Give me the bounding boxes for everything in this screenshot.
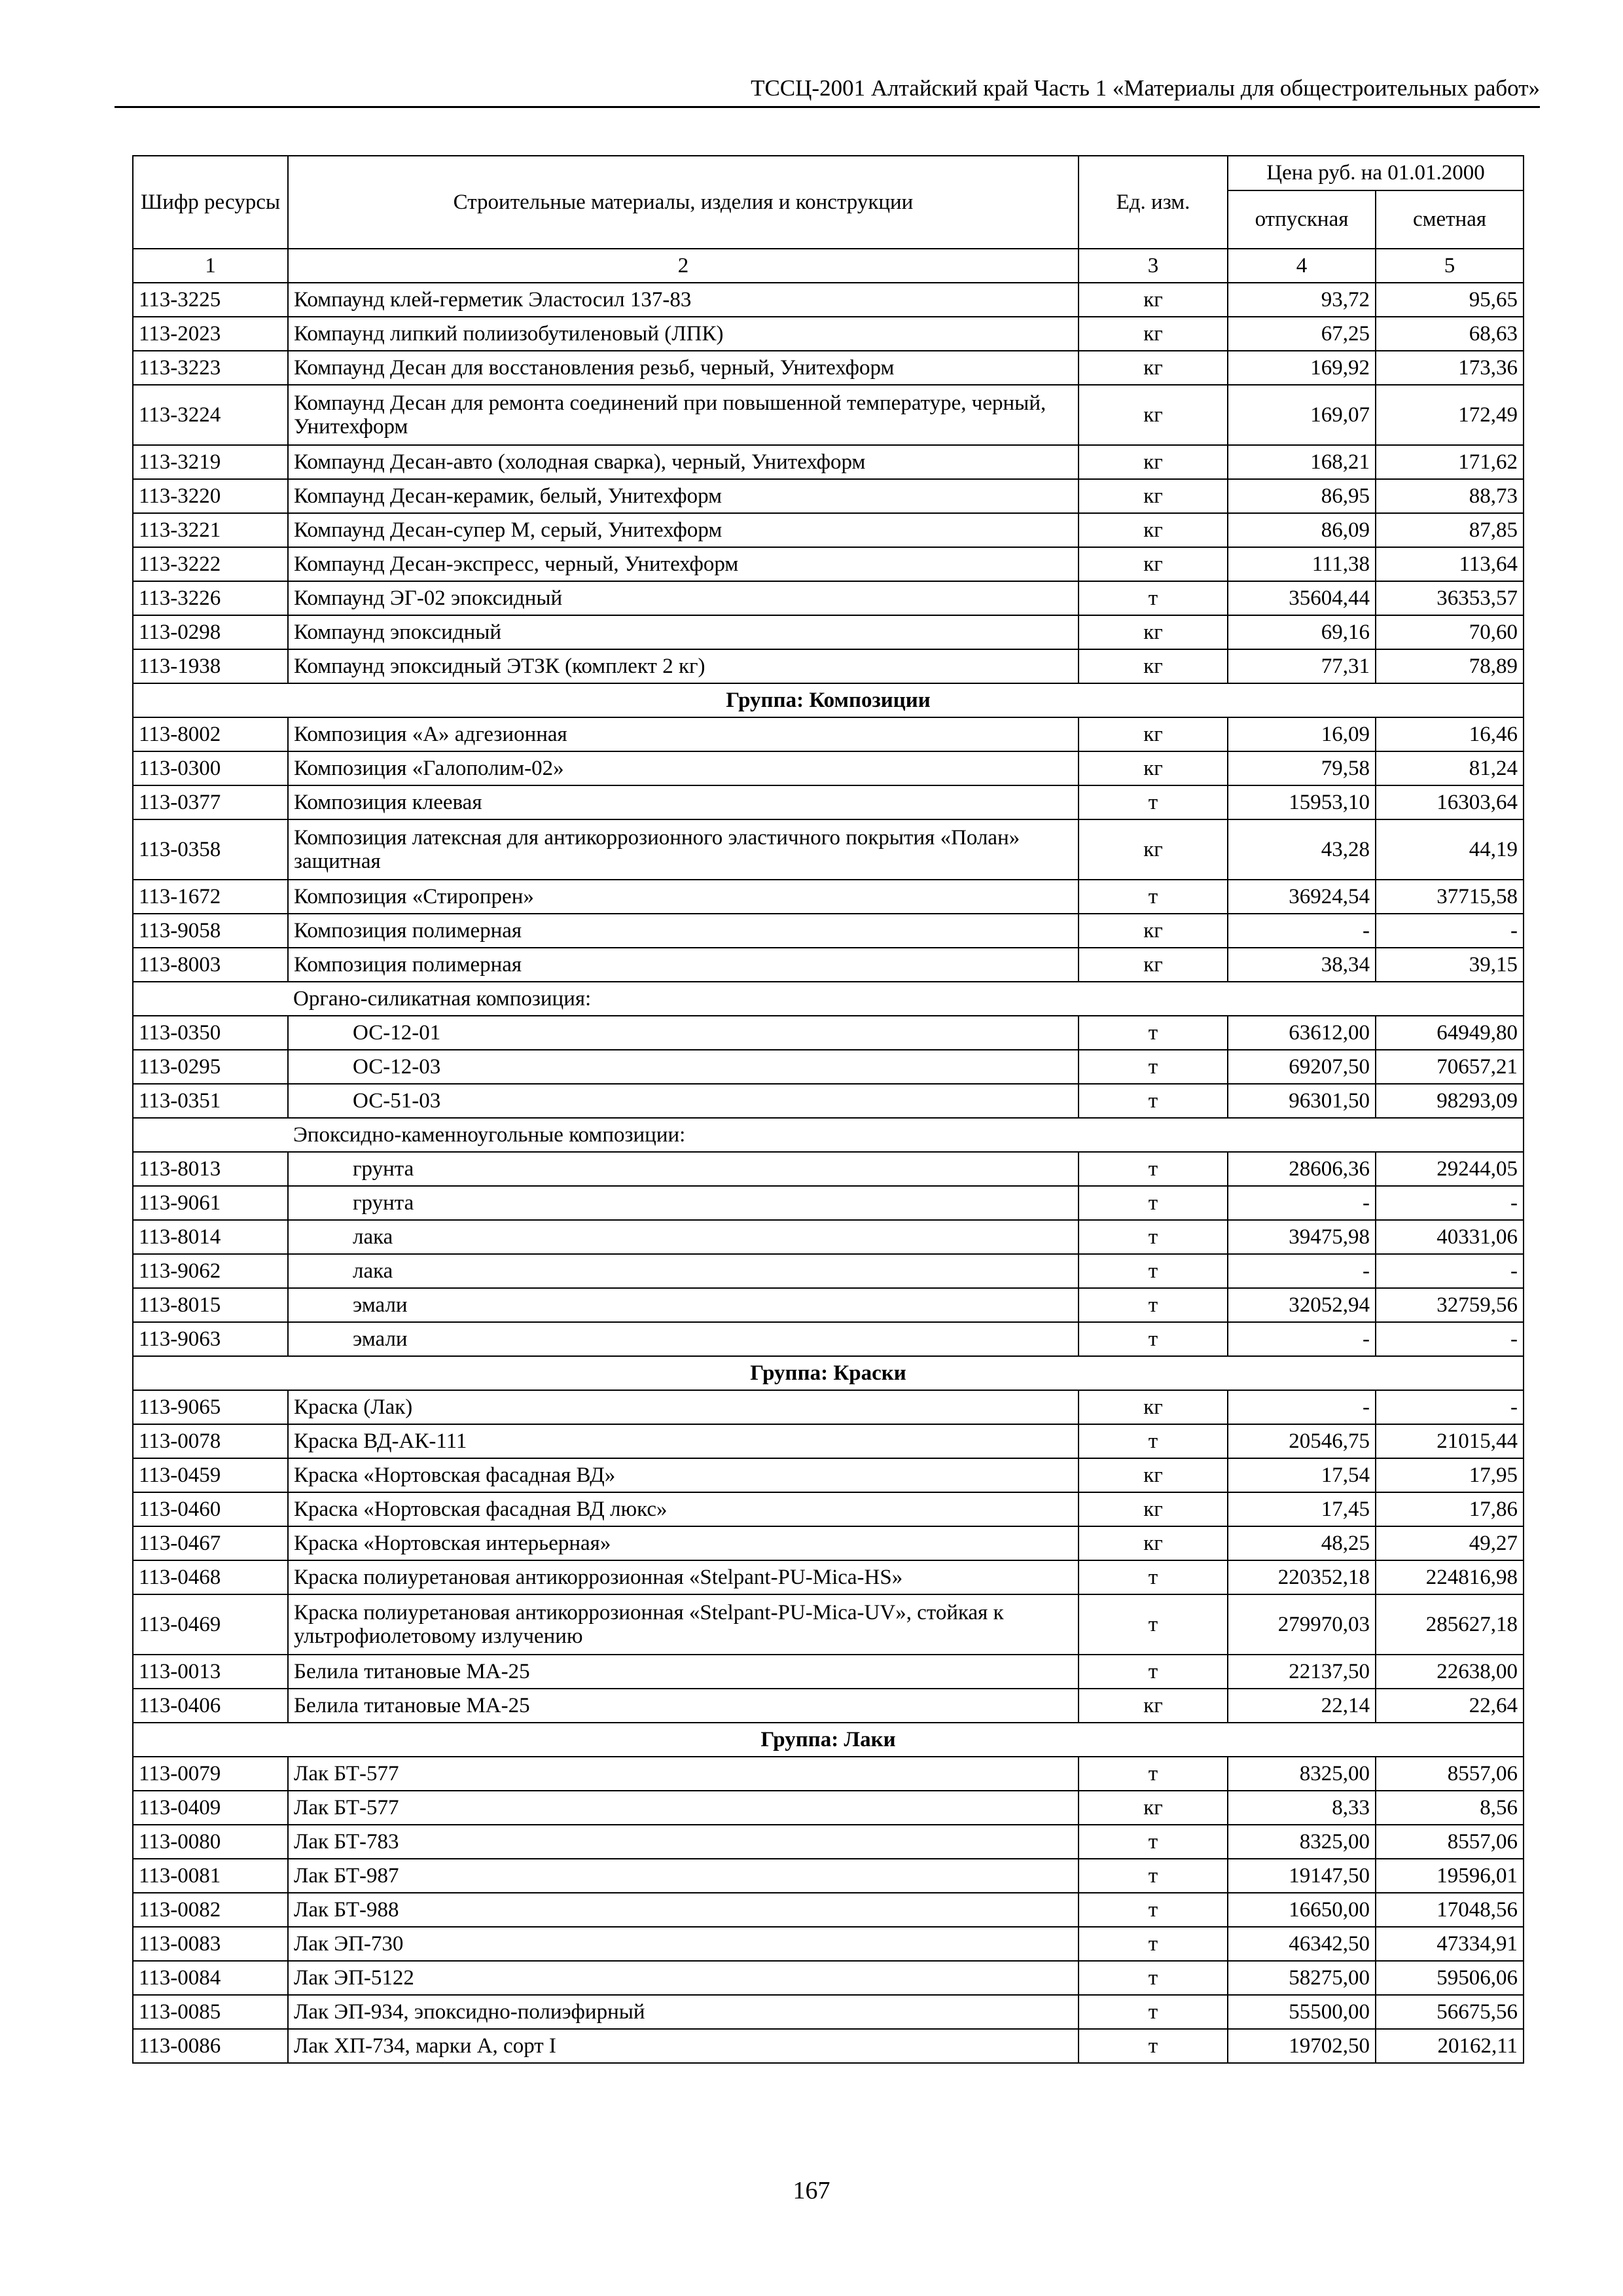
estimate-price: 17048,56 <box>1376 1893 1524 1927</box>
col-header-code: Шифр ресурсы <box>133 156 288 249</box>
unit: кг <box>1079 351 1228 385</box>
resource-code: 113-3221 <box>133 513 288 547</box>
table-row <box>133 948 1524 982</box>
unit: т <box>1079 1893 1228 1927</box>
material-name: Компаунд липкий полиизобутиленовый (ЛПК) <box>288 317 1079 351</box>
table-row <box>133 751 1524 785</box>
resource-code: 113-0409 <box>133 1791 288 1825</box>
resource-code: 113-9065 <box>133 1390 288 1424</box>
estimate-price: 87,85 <box>1376 513 1524 547</box>
release-price: 86,95 <box>1228 479 1376 513</box>
resource-code: 113-3219 <box>133 445 288 479</box>
estimate-price: 16303,64 <box>1376 785 1524 819</box>
release-price: 8,33 <box>1228 1791 1376 1825</box>
release-price: 220352,18 <box>1228 1560 1376 1594</box>
material-name: Компаунд ЭГ-02 эпоксидный <box>288 581 1079 615</box>
table-row <box>133 1655 1524 1689</box>
material-name: Композиция полимерная <box>288 914 1079 948</box>
release-price: - <box>1228 914 1376 948</box>
release-price: 22,14 <box>1228 1689 1376 1723</box>
unit: т <box>1079 2029 1228 2063</box>
group-row <box>133 1723 1524 1757</box>
group-row <box>133 1356 1524 1390</box>
table-row <box>133 445 1524 479</box>
release-price: 35604,44 <box>1228 581 1376 615</box>
estimate-price: 20162,11 <box>1376 2029 1524 2063</box>
table-row <box>133 479 1524 513</box>
unit: т <box>1079 1927 1228 1961</box>
estimate-price: - <box>1376 1322 1524 1356</box>
unit: кг <box>1079 1390 1228 1424</box>
unit: кг <box>1079 1492 1228 1526</box>
resource-code: 113-0079 <box>133 1757 288 1791</box>
unit: т <box>1079 1288 1228 1322</box>
table-row <box>133 1424 1524 1458</box>
estimate-price: 47334,91 <box>1376 1927 1524 1961</box>
unit: т <box>1079 1322 1228 1356</box>
unit: т <box>1079 1220 1228 1254</box>
material-name: грунта <box>288 1152 1079 1186</box>
table-row <box>133 317 1524 351</box>
release-price: 79,58 <box>1228 751 1376 785</box>
unit: кг <box>1079 479 1228 513</box>
resource-code: 113-9061 <box>133 1186 288 1220</box>
table-row <box>133 1526 1524 1560</box>
material-name: Лак ХП-734, марки А, сорт I <box>288 2029 1079 2063</box>
table-row <box>133 581 1524 615</box>
unit: кг <box>1079 751 1228 785</box>
col-header-estimate-price: сметная <box>1376 190 1524 249</box>
estimate-price: 17,86 <box>1376 1492 1524 1526</box>
material-name: Краска «Нортовская фасадная ВД» <box>288 1458 1079 1492</box>
table-header-row <box>133 156 1524 190</box>
col-header-release-price: отпускная <box>1228 190 1376 249</box>
table-row <box>133 1995 1524 2029</box>
material-name: Композиция «Стиропрен» <box>288 880 1079 914</box>
table-row <box>133 1288 1524 1322</box>
resource-code: 113-9058 <box>133 914 288 948</box>
table-row <box>133 785 1524 819</box>
resource-code: 113-9062 <box>133 1254 288 1288</box>
unit: кг <box>1079 649 1228 683</box>
material-name: Композиция полимерная <box>288 948 1079 982</box>
unit: т <box>1079 1995 1228 2029</box>
resource-code: 113-9063 <box>133 1322 288 1356</box>
resource-code: 113-3223 <box>133 351 288 385</box>
unit: т <box>1079 1016 1228 1050</box>
resource-code: 113-0013 <box>133 1655 288 1689</box>
estimate-price: 19596,01 <box>1376 1859 1524 1893</box>
release-price: 39475,98 <box>1228 1220 1376 1254</box>
estimate-price: 70,60 <box>1376 615 1524 649</box>
table-row <box>133 351 1524 385</box>
table-row <box>133 1893 1524 1927</box>
estimate-price: - <box>1376 914 1524 948</box>
materials-price-table <box>132 155 1524 2064</box>
material-name: Лак БТ-783 <box>288 1825 1079 1859</box>
release-price: 28606,36 <box>1228 1152 1376 1186</box>
estimate-price: - <box>1376 1254 1524 1288</box>
table-row <box>133 880 1524 914</box>
table-row <box>133 819 1524 880</box>
material-name: Компаунд клей-герметик Эластосил 137-83 <box>288 283 1079 317</box>
table-row <box>133 1016 1524 1050</box>
material-name: лака <box>288 1220 1079 1254</box>
unit: т <box>1079 581 1228 615</box>
material-name: Композиция «Галополим-02» <box>288 751 1079 785</box>
estimate-price: 36353,57 <box>1376 581 1524 615</box>
material-name: Лак БТ-988 <box>288 1893 1079 1927</box>
release-price: - <box>1228 1186 1376 1220</box>
table-row <box>133 1254 1524 1288</box>
table-row <box>133 1084 1524 1118</box>
release-price: 20546,75 <box>1228 1424 1376 1458</box>
unit: кг <box>1079 948 1228 982</box>
material-name: Лак БТ-577 <box>288 1791 1079 1825</box>
estimate-price: 8,56 <box>1376 1791 1524 1825</box>
unit: кг <box>1079 819 1228 880</box>
release-price: 168,21 <box>1228 445 1376 479</box>
col-number: 4 <box>1228 249 1376 283</box>
estimate-price: 8557,06 <box>1376 1757 1524 1791</box>
resource-code: 113-0298 <box>133 615 288 649</box>
material-name: Компаунд эпоксидный <box>288 615 1079 649</box>
unit: т <box>1079 1186 1228 1220</box>
unit: кг <box>1079 283 1228 317</box>
resource-code: 113-0350 <box>133 1016 288 1050</box>
subgroup-row <box>133 982 1524 1016</box>
unit: кг <box>1079 717 1228 751</box>
material-name: Лак БТ-577 <box>288 1757 1079 1791</box>
resource-code: 113-0080 <box>133 1825 288 1859</box>
estimate-price: 285627,18 <box>1376 1594 1524 1655</box>
table-row <box>133 1791 1524 1825</box>
release-price: 22137,50 <box>1228 1655 1376 1689</box>
unit: кг <box>1079 513 1228 547</box>
unit: т <box>1079 1825 1228 1859</box>
estimate-price: 78,89 <box>1376 649 1524 683</box>
release-price: 48,25 <box>1228 1526 1376 1560</box>
resource-code: 113-0460 <box>133 1492 288 1526</box>
table-row <box>133 1152 1524 1186</box>
estimate-price: 81,24 <box>1376 751 1524 785</box>
release-price: 279970,03 <box>1228 1594 1376 1655</box>
release-price: 19147,50 <box>1228 1859 1376 1893</box>
resource-code: 113-0300 <box>133 751 288 785</box>
material-name: Композиция латексная для антикоррозионного эластичного покрытия «Полан» защитная <box>288 819 1079 880</box>
col-number: 3 <box>1079 249 1228 283</box>
material-name: Компаунд эпоксидный ЭТЗК (комплект 2 кг) <box>288 649 1079 683</box>
unit: т <box>1079 1084 1228 1118</box>
estimate-price: 88,73 <box>1376 479 1524 513</box>
estimate-price: 39,15 <box>1376 948 1524 982</box>
unit: кг <box>1079 317 1228 351</box>
group-row <box>133 683 1524 717</box>
unit: т <box>1079 1050 1228 1084</box>
unit: кг <box>1079 1526 1228 1560</box>
release-price: 63612,00 <box>1228 1016 1376 1050</box>
table-row <box>133 1322 1524 1356</box>
material-name: Компаунд Десан-керамик, белый, Унитехформ <box>288 479 1079 513</box>
material-name: Краска «Нортовская фасадная ВД люкс» <box>288 1492 1079 1526</box>
table-row <box>133 547 1524 581</box>
material-name: эмали <box>288 1322 1079 1356</box>
table-row <box>133 1560 1524 1594</box>
group-title: Группа: Лаки <box>133 1723 1524 1757</box>
estimate-price: 64949,80 <box>1376 1016 1524 1050</box>
estimate-price: 32759,56 <box>1376 1288 1524 1322</box>
subgroup-code-empty <box>133 982 288 1016</box>
release-price: 96301,50 <box>1228 1084 1376 1118</box>
resource-code: 113-8015 <box>133 1288 288 1322</box>
table-row <box>133 1927 1524 1961</box>
table-row <box>133 1050 1524 1084</box>
unit: т <box>1079 880 1228 914</box>
material-name: Белила титановые МА-25 <box>288 1655 1079 1689</box>
table-row <box>133 1492 1524 1526</box>
unit: т <box>1079 785 1228 819</box>
table-row <box>133 914 1524 948</box>
unit: кг <box>1079 1689 1228 1723</box>
material-name: эмали <box>288 1288 1079 1322</box>
material-name: Краска ВД-АК-111 <box>288 1424 1079 1458</box>
table-row <box>133 1458 1524 1492</box>
estimate-price: 172,49 <box>1376 385 1524 445</box>
estimate-price: 17,95 <box>1376 1458 1524 1492</box>
estimate-price: 171,62 <box>1376 445 1524 479</box>
col-header-price: Цена руб. на 01.01.2000 <box>1228 156 1524 190</box>
col-number: 2 <box>288 249 1079 283</box>
unit: кг <box>1079 615 1228 649</box>
group-title: Группа: Композиции <box>133 683 1524 717</box>
release-price: 169,92 <box>1228 351 1376 385</box>
estimate-price: 8557,06 <box>1376 1825 1524 1859</box>
material-name: Композиция клеевая <box>288 785 1079 819</box>
unit: т <box>1079 1757 1228 1791</box>
material-name: ОС-12-03 <box>288 1050 1079 1084</box>
release-price: 8325,00 <box>1228 1825 1376 1859</box>
material-name: Компаунд Десан-экспресс, черный, Унитехформ <box>288 547 1079 581</box>
unit: кг <box>1079 1791 1228 1825</box>
release-price: 17,54 <box>1228 1458 1376 1492</box>
estimate-price: 59506,06 <box>1376 1961 1524 1995</box>
estimate-price: 95,65 <box>1376 283 1524 317</box>
estimate-price: 173,36 <box>1376 351 1524 385</box>
table-row <box>133 1186 1524 1220</box>
resource-code: 113-8002 <box>133 717 288 751</box>
release-price: 36924,54 <box>1228 880 1376 914</box>
release-price: 16,09 <box>1228 717 1376 751</box>
running-header <box>115 73 1540 108</box>
unit: кг <box>1079 1458 1228 1492</box>
material-name: Компаунд Десан-супер М, серый, Унитехформ <box>288 513 1079 547</box>
subgroup-code-empty <box>133 1118 288 1152</box>
estimate-price: 22638,00 <box>1376 1655 1524 1689</box>
col-header-unit: Ед. изм. <box>1079 156 1228 249</box>
release-price: 69207,50 <box>1228 1050 1376 1084</box>
release-price: 86,09 <box>1228 513 1376 547</box>
unit: т <box>1079 1254 1228 1288</box>
release-price: 67,25 <box>1228 317 1376 351</box>
material-name: Компаунд Десан для восстановления резьб, черный, Унитехформ <box>288 351 1079 385</box>
resource-code: 113-1938 <box>133 649 288 683</box>
unit: т <box>1079 1424 1228 1458</box>
subgroup-row <box>133 1118 1524 1152</box>
col-header-name: Строительные материалы, изделия и конструкции <box>288 156 1079 249</box>
resource-code: 113-0086 <box>133 2029 288 2063</box>
resource-code: 113-0085 <box>133 1995 288 2029</box>
estimate-price: 224816,98 <box>1376 1560 1524 1594</box>
page-number: 167 <box>793 2177 830 2204</box>
subgroup-title: Эпоксидно-каменноугольные композиции: <box>288 1118 1524 1152</box>
table-row <box>133 1220 1524 1254</box>
resource-code: 113-0469 <box>133 1594 288 1655</box>
table-row <box>133 717 1524 751</box>
resource-code: 113-3224 <box>133 385 288 445</box>
table-row <box>133 283 1524 317</box>
resource-code: 113-8014 <box>133 1220 288 1254</box>
material-name: лака <box>288 1254 1079 1288</box>
resource-code: 113-0468 <box>133 1560 288 1594</box>
material-name: Лак ЭП-730 <box>288 1927 1079 1961</box>
table-row <box>133 1594 1524 1655</box>
release-price: 15953,10 <box>1228 785 1376 819</box>
subgroup-title: Органо-силикатная композиция: <box>288 982 1524 1016</box>
unit: т <box>1079 1859 1228 1893</box>
resource-code: 113-3222 <box>133 547 288 581</box>
material-name: Краска полиуретановая антикоррозионная «Stelpant-PU-Mica-UV», стойкая к ультрофиолетовому излучению <box>288 1594 1079 1655</box>
resource-code: 113-0084 <box>133 1961 288 1995</box>
release-price: 93,72 <box>1228 283 1376 317</box>
estimate-price: 40331,06 <box>1376 1220 1524 1254</box>
estimate-price: 98293,09 <box>1376 1084 1524 1118</box>
unit: кг <box>1079 385 1228 445</box>
material-name: Компаунд Десан для ремонта соединений при повышенной температуре, черный, Унитехформ <box>288 385 1079 445</box>
unit: т <box>1079 1594 1228 1655</box>
material-name: Краска «Нортовская интерьерная» <box>288 1526 1079 1560</box>
release-price: - <box>1228 1254 1376 1288</box>
release-price: 169,07 <box>1228 385 1376 445</box>
resource-code: 113-3225 <box>133 283 288 317</box>
material-name: Композиция «А» адгезионная <box>288 717 1079 751</box>
col-number: 1 <box>133 249 288 283</box>
resource-code: 113-0406 <box>133 1689 288 1723</box>
resource-code: 113-0467 <box>133 1526 288 1560</box>
release-price: 111,38 <box>1228 547 1376 581</box>
material-name: Компаунд Десан-авто (холодная сварка), черный, Унитехформ <box>288 445 1079 479</box>
release-price: 17,45 <box>1228 1492 1376 1526</box>
release-price: 32052,94 <box>1228 1288 1376 1322</box>
estimate-price: - <box>1376 1186 1524 1220</box>
resource-code: 113-0358 <box>133 819 288 880</box>
table-row <box>133 1961 1524 1995</box>
unit: т <box>1079 1152 1228 1186</box>
release-price: 55500,00 <box>1228 1995 1376 2029</box>
unit: кг <box>1079 445 1228 479</box>
unit: т <box>1079 1560 1228 1594</box>
material-name: Лак БТ-987 <box>288 1859 1079 1893</box>
estimate-price: 44,19 <box>1376 819 1524 880</box>
col-number: 5 <box>1376 249 1524 283</box>
estimate-price: 21015,44 <box>1376 1424 1524 1458</box>
release-price: 38,34 <box>1228 948 1376 982</box>
resource-code: 113-2023 <box>133 317 288 351</box>
resource-code: 113-8003 <box>133 948 288 982</box>
resource-code: 113-3220 <box>133 479 288 513</box>
material-name: ОС-51-03 <box>288 1084 1079 1118</box>
release-price: 58275,00 <box>1228 1961 1376 1995</box>
material-name: ОС-12-01 <box>288 1016 1079 1050</box>
unit: кг <box>1079 547 1228 581</box>
group-title: Группа: Краски <box>133 1356 1524 1390</box>
resource-code: 113-0082 <box>133 1893 288 1927</box>
table-row <box>133 1390 1524 1424</box>
material-name: Краска (Лак) <box>288 1390 1079 1424</box>
resource-code: 113-3226 <box>133 581 288 615</box>
unit: кг <box>1079 914 1228 948</box>
table-row <box>133 649 1524 683</box>
release-price: 43,28 <box>1228 819 1376 880</box>
resource-code: 113-0081 <box>133 1859 288 1893</box>
release-price: 77,31 <box>1228 649 1376 683</box>
resource-code: 113-0078 <box>133 1424 288 1458</box>
material-name: Краска полиуретановая антикоррозионная «Stelpant-PU-Mica-HS» <box>288 1560 1079 1594</box>
resource-code: 113-1672 <box>133 880 288 914</box>
resource-code: 113-0377 <box>133 785 288 819</box>
estimate-price: 68,63 <box>1376 317 1524 351</box>
header-title: ТССЦ-2001 Алтайский край Часть 1 «Материалы для общестроительных работ» <box>751 75 1540 101</box>
release-price: 46342,50 <box>1228 1927 1376 1961</box>
estimate-price: 22,64 <box>1376 1689 1524 1723</box>
table-row <box>133 1825 1524 1859</box>
estimate-price: 29244,05 <box>1376 1152 1524 1186</box>
table-row <box>133 2029 1524 2063</box>
column-number-row <box>133 249 1524 283</box>
estimate-price: - <box>1376 1390 1524 1424</box>
resource-code: 113-8013 <box>133 1152 288 1186</box>
table-row <box>133 385 1524 445</box>
table-row <box>133 1859 1524 1893</box>
material-name: грунта <box>288 1186 1079 1220</box>
release-price: 69,16 <box>1228 615 1376 649</box>
estimate-price: 56675,56 <box>1376 1995 1524 2029</box>
release-price: 19702,50 <box>1228 2029 1376 2063</box>
release-price: - <box>1228 1390 1376 1424</box>
resource-code: 113-0295 <box>133 1050 288 1084</box>
table-row <box>133 513 1524 547</box>
resource-code: 113-0351 <box>133 1084 288 1118</box>
unit: т <box>1079 1961 1228 1995</box>
resource-code: 113-0459 <box>133 1458 288 1492</box>
estimate-price: 113,64 <box>1376 547 1524 581</box>
resource-code: 113-0083 <box>133 1927 288 1961</box>
material-name: Лак ЭП-5122 <box>288 1961 1079 1995</box>
estimate-price: 49,27 <box>1376 1526 1524 1560</box>
release-price: 8325,00 <box>1228 1757 1376 1791</box>
release-price: - <box>1228 1322 1376 1356</box>
unit: т <box>1079 1655 1228 1689</box>
table-row <box>133 1757 1524 1791</box>
estimate-price: 37715,58 <box>1376 880 1524 914</box>
estimate-price: 70657,21 <box>1376 1050 1524 1084</box>
material-name: Белила титановые МА-25 <box>288 1689 1079 1723</box>
material-name: Лак ЭП-934, эпоксидно-полиэфирный <box>288 1995 1079 2029</box>
estimate-price: 16,46 <box>1376 717 1524 751</box>
release-price: 16650,00 <box>1228 1893 1376 1927</box>
table-row <box>133 615 1524 649</box>
table-row <box>133 1689 1524 1723</box>
